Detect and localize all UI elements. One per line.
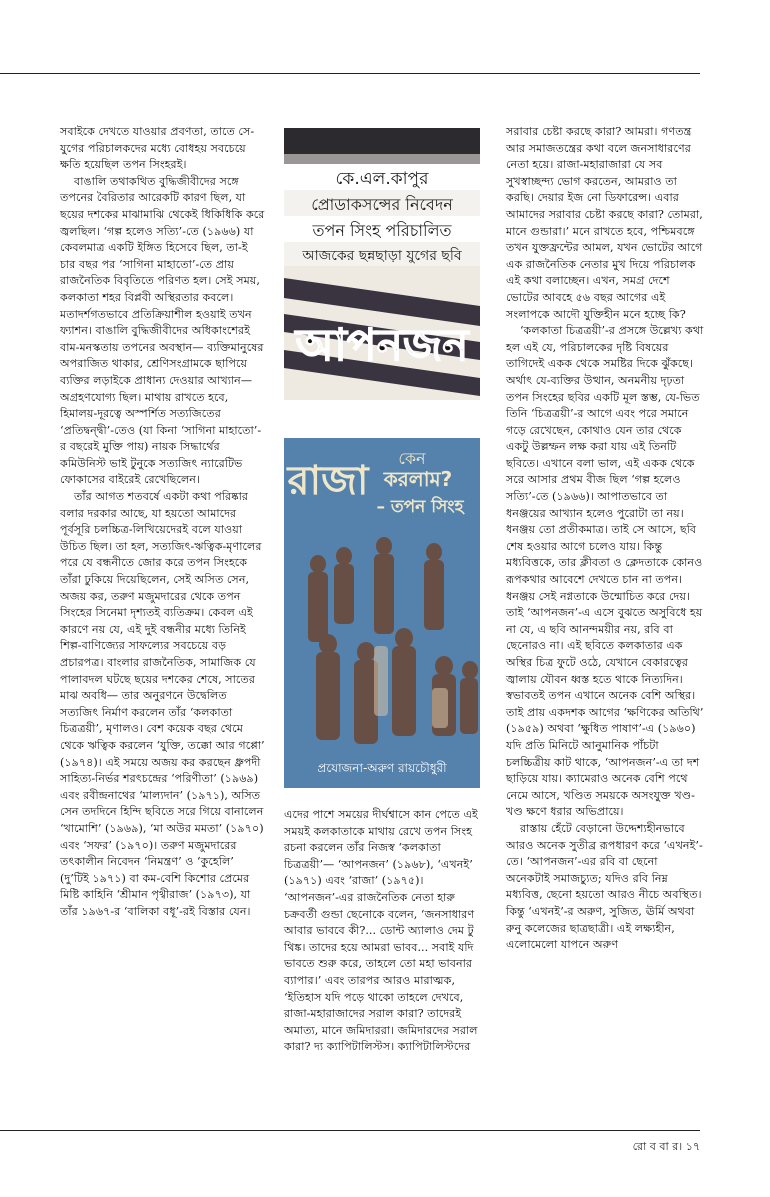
raja-poster-graphic: [284, 438, 480, 788]
apanjan-poster-image: [284, 128, 480, 400]
poster-subtitle-bottom: করলাম?: [383, 467, 453, 491]
poster-text-line-4: আজকের ছন্নছাড়া যুগের ছবি: [302, 248, 462, 264]
poster-director: – তপন সিংহ: [376, 497, 464, 517]
poster-producer: প্রযোজনা-অরুণ রায়চৌধুরী: [317, 761, 447, 775]
paragraph: বাঙালি তথাকথিত বুদ্ধিজীবীদের সঙ্গে তপনের বৈরিতার আরেকটি কারণ ছিল, যা ছয়ের দশকের মাঝামাঝি থেকেই ধিকিধিকি করে জ্বলছিল। ‘গল্প হলেও সত্যি’-তে (১৯৬৬) যা কেবলমাত্র একটি ইঙ্গিত হিসেবে ছিল, তা-ই চার বছর পর ‘সাগিনা মাহাতো’-তে প্রায় রাজনৈতিক বিবৃতিতে পরিণত হল। সেই সময়, কলকাতা শহর বিপ্লবী অস্থিরতার কবলে। মতাদর্শগতভাবে প্রতিক্রিয়াশীল হওয়াই তখন ফ্যাশন। বাঙালি বুদ্ধিজীবীদের অধিকাংশেরই বাম-মনস্কতায় তপনের অবস্থান— ব্যক্তিমানুষের অপরাজিত থাকার, শ্রেণিসংগ্রামকে ছাপিয়ে ব্যক্তির লড়াইকে প্রাধান্য দেওয়ার আখ্যান— অগ্রহণযোগ্য ছিল। মাথায় রাখতে হবে, হিমালয়-দূরত্বে অস্পর্শিত সত্যজিতের ‘প্রতিদ্বন্দ্বী’-তেও (যা কিনা ‘সাগিনা মাহাতো’-র বছরেই মুক্তি পায়) নায়ক সিদ্ধার্থের কমিউনিস্ট ভাই টুনুকে সত্যজিৎ ন্যারেটিভ ফোকাসের বাইরেই রেখেছিলেন।: [60, 174, 265, 487]
poster-title: রাজা: [287, 458, 369, 504]
page-folio: রো ব বা র। ১৭: [632, 1140, 700, 1153]
raja-poster-image: [284, 438, 480, 788]
paragraph: সরাবার চেষ্টা করছে কারা? আমরা। গণতন্ত্র আর সমাজতন্ত্রের কথা বলে জনসাধারণের নেতা হয়ে। রাজা-মহারাজারা যে সব সুখস্বাচ্ছন্দ্য ভোগ করতেন, আমরাও তা করছি। দেয়ার ইজ নো ডিফারেন্স। এবার আমাদের সরাবার চেষ্টা করছে কারা? তোমরা, মানে গুন্ডারা।’ মনে রাখতে হবে, পশ্চিমবঙ্গে তখন যুক্তফ্রন্টের আমল, যখন ভোটের আগে এক রাজনৈতিক নেতার মুখ দিয়ে পরিচালক এই কথা বলাচ্ছেন। এখন, সমগ্র দেশে ভোটের আবহে ৫৬ বছর আগের এই সংলাপকে আদৌ যুক্তিহীন মনে হচ্ছে কি?: [506, 125, 703, 321]
article-column-1: [60, 124, 266, 921]
apanjan-poster-graphic: [284, 128, 480, 400]
paragraph: সবাইকে দেখতে যাওয়ার প্রবণতা, তাতে সে-যুগের পরিচালকদের মধ্যে বোধহয় সবচেয়ে ক্ষতি হয়েছিল তপন সিংহরই।: [60, 125, 255, 172]
article-column-3: [506, 124, 704, 954]
poster-text-line-1: কে.এল.কাপুর: [335, 169, 429, 189]
paragraph: ‘কলকাতা চিত্রত্রয়ী’-র প্রসঙ্গে উল্লেখ্য কথা হল এই যে, পরিচালকের দৃষ্টি বিষয়ের তাগিদেই একক থেকে সমষ্টির দিকে ঝুঁকছে। অর্থাৎ যে-ব্যক্তির উত্থান, অনমনীয় দৃঢ়তা তপন সিংহের ছবির একটি মূল স্তম্ভ, যে-ভিত তিনি ‘চিত্রত্রয়ী’-র আগে এবং পরে সমানে গড়ে রেখেছেন, কোথাও যেন তার থেকে একটু উল্লম্ফন লক্ষ করা যায় এই তিনটি ছবিতে। এখানে বলা ভাল, এই একক থেকে সরে আসার প্রথম বীজ ছিল ‘গল্প হলেও সত্যি’-তে (১৯৬৬)। আপাতভাবে তা ধনঞ্জয়ের আখ্যান হলেও পুরোটা তা নয়। ধনঞ্জয় তো প্রতীকমাত্র। তাই সে আসে, ছবি শেষ হওয়ার আগে চলেও যায়। কিন্তু মধ্যবিত্তকে, তার ক্লীবতা ও ক্লেদতাকে কোনও রূপকথার আবেশে দেখতে চান না তপন। ধনঞ্জয় সেই নগ্নতাকে উন্মোচিত করে দেয়। তাই ‘আপনজন’-এ এসে বুঝতে অসুবিধে হয় না যে, এ ছবি আনন্দময়ীর নয়, রবি বা ছেনোরও না। এই ছবিতে কলকাতার এক অস্থির চিত্র ফুটে ওঠে, যেখানে বেকারত্বের জ্বালায় যৌবন ধ্বস্ত হতে থাকে নিত্যদিন। স্বভাবতই তপন এখানে অনেক বেশি অস্থির। তাই প্রায় একদশক আগের ‘ক্ষণিকের অতিথি’ (১৯৫৯) অথবা ‘ক্ষুধিত পাষাণ’-এ (১৯৬০) যদি প্রতি মিনিটে আনুমানিক পাঁচটা চলচ্চিত্রীয় কাট থাকে, ‘আপনজন’-এ তা দশ ছাড়িয়ে যায়। ক্যামেরাও অনেক বেশি পথে নেমে আসে, খণ্ডিত সময়কে অসংযুক্ত খণ্ড-খণ্ড ক্ষণে ধরার অভিপ্রায়ে।: [506, 324, 704, 819]
poster-text-line-2: প্রোডাকসন্সের নিবেদন: [311, 195, 453, 214]
paragraph: তাঁর আগত শতবর্ষে একটা কথা পরিষ্কার বলার দরকার আছে, যা হয়তো আমাদের পূর্বসূরি চলচ্চিত্র-লিখিয়েদেরই বলে যাওয়া উচিত ছিল। তা হল, সত্যজিৎ-ঋত্বিক-মৃণালের পরে যে বন্ধনীতে জোর করে তপন সিংহকে তাঁরা ঢুকিয়ে দিয়েছিলেন, সেই অসিত সেন, অজয় কর, তরুণ মজুমদারের থেকে তপন সিংহের সিনেমা দৃশ্যতই ব্যতিক্রম। কেবল এই কারণে নয় যে, এই দুই বন্ধনীর মধ্যে তিনিই শিল্প-বাণিজ্যের সাফল্যের সবচেয়ে বড় প্রচারপত্র। বাংলার রাজনৈতিক, সামাজিক যে পালাবদল ঘটছে ছয়ের দশকের শেষে, সাতের মাঝ অবধি— তার অনুরণনে উদ্বেলিত সত্যজিৎ নির্মাণ করলেন তাঁর ‘কলকাতা চিত্রত্রয়ী’, মৃণালও। বেশ কয়েক বছর থেমে থেকে ঋত্বিক করলেন ‘যুক্তি, তক্কো আর গপ্পো’ (১৯৭৪)। এই সময়ে অজয় কর করছেন ধ্রুপদী সাহিত্য-নির্ভর শরৎচন্দ্রের ‘পরিণীতা’ (১৯৬৯) এবং রবীন্দ্রনাথের ‘মাল্যদান’ (১৯৭১), অসিত সেন তদদিনে হিন্দি ছবিতে সরে গিয়ে বানালেন ‘খামোশি’ (১৯৬৯), ‘মা অউর মমতা’ (১৯৭০) এবং ‘সফর’ (১৯৭০)। তরুণ মজুমদারের তৎকালীন নিবেদন ‘নিমন্ত্রণ’ ও ‘কুহেলি’ (দু’টিই ১৯৭১) বা কম-বেশি কিশোর প্রেমের মিষ্টি কাহিনি ‘শ্রীমান পৃথ্বীরাজ’ (১৯৭৩), যা তাঁর ১৯৬৭-র ‘বালিকা বধূ’-রই বিস্তার যেন।: [60, 490, 265, 918]
paragraph: রাস্তায় হেঁটে বেড়ানো উদ্দেশ্যহীনভাবে আরও অনেক সুতীব্র রূপধারণ করে ‘এখনই’-তে। ‘আপনজন’-এর রবি বা ছেনো অনেকটাই সমাজচ্যুত; যদিও রবি নিম্ন মধ্যবিত্ত, ছেনো হয়তো আরও নীচে অবস্থিত। কিন্তু ‘এখনই’-র অরুণ, সুজিত, ঊর্মি অথবা রুনু কলেজের ছাত্রছাত্রী। এই লক্ষ্যহীন, এলোমেলো যাপনে অরুণ: [506, 821, 703, 952]
paragraph: এদের পাশে সময়ের দীর্ঘশ্বাসে কান পেতে এই সময়ই কলকাতাকে মাথায় রেখে তপন সিংহ রচনা করলেন তাঁর নিজস্ব ‘কলকাতা চিত্রত্রয়ী’— ‘আপনজন’ (১৯৬৮), ‘এখনই’ (১৯৭১) এবং ‘রাজা’ (১৯৭৫)। ‘আপনজন’-এর রাজনৈতিক নেতা হারু চক্রবর্তী গুন্ডা ছেনোকে বলেন, ‘জনসাধারণ আবার ভাববে কী?... ডোন্ট অ্যালাও দেম টু থিঙ্ক। তাদের হয়ে আমরা ভাবব... সবাই যদি ভাবতে শুরু করে, তাহলে তো মহা ভাবনার ব্যাপার।’ এবং তারপর আরও মারাত্মক, ‘ইতিহাস যদি পড়ে থাকো তাহলে দেখবে, রাজা-মহারাজাদের সরাল কারা? তাদেরই অমাত্য, মানে জমিদাররা। জমিদারদের সরাল কারা? দ্য ক্যাপিটালিস্টস। ক্যাপিটালিস্টদের: [284, 808, 478, 1054]
article-column-2: [284, 807, 480, 1056]
poster-title: আপনজন: [295, 320, 469, 371]
footer-rule: [0, 1130, 700, 1131]
header-rule: [0, 73, 700, 74]
poster-subtitle-top: কেন: [398, 449, 426, 468]
poster-text-line-3: তপন সিংহ পরিচালিত: [312, 221, 452, 240]
